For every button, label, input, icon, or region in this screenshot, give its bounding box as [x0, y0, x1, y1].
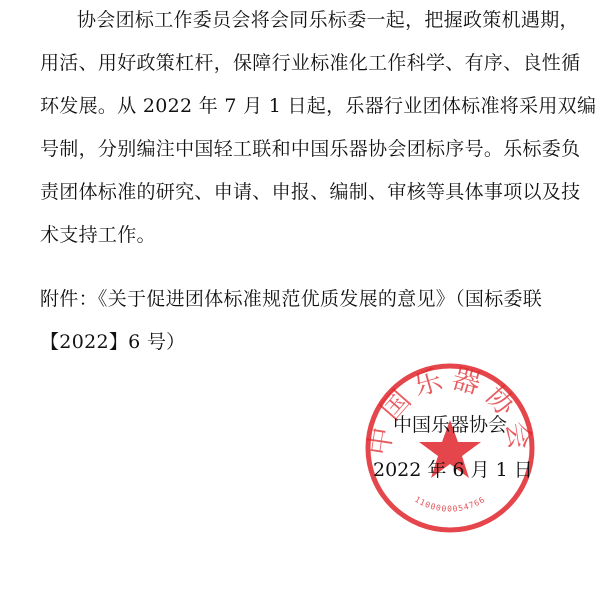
attachment-line-1: 附件：《关于促进团体标准规范优质发展的意见》（国标委联: [40, 288, 543, 310]
body-line-1: 协会团标工作委员会将会同乐标委一起，把握政策机遇期，: [77, 9, 579, 31]
body-line-3: 环发展。从 2022 年 7 月 1 日起，乐器行业团体标准将采用双编: [40, 95, 597, 117]
body-line-6: 术支持工作。: [40, 224, 156, 246]
signing-organization: 中国乐器协会: [393, 414, 508, 436]
svg-text:中国乐器协会: 中国乐器协会: [362, 361, 538, 458]
official-seal-stamp: [362, 360, 538, 536]
body-line-2: 用活、用好政策杠杆，保障行业标准化工作科学、有序、良性循: [40, 52, 581, 74]
svg-text:1100000054766: 1100000054766: [413, 494, 487, 514]
body-line-4: 号制，分别编注中国轻工联和中国乐器协会团标序号。乐标委负: [40, 138, 581, 160]
signing-date: 2022 年 6 月 1 日: [373, 459, 533, 481]
body-line-5: 责团体标准的研究、申请、申报、编制、审核等具体事项以及技: [40, 181, 581, 203]
attachment-line-2: 【2022】6 号）: [40, 331, 186, 353]
